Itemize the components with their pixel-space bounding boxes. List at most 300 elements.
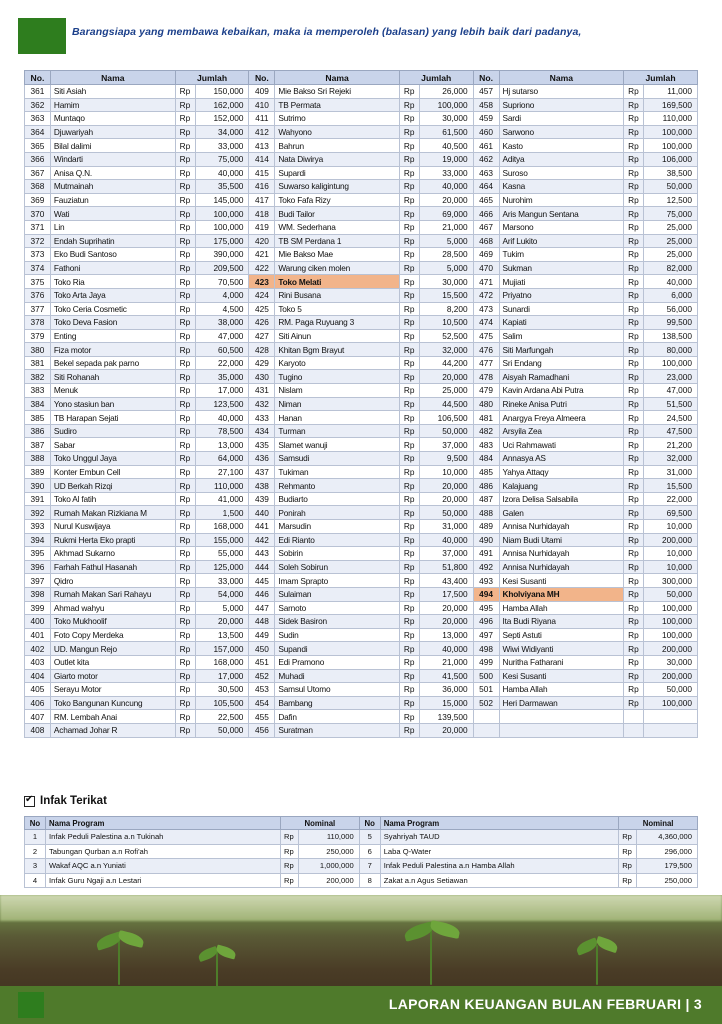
cell-amount: 13,500 <box>195 628 249 642</box>
cell-currency: Rp <box>175 438 195 452</box>
cell-currency: Rp <box>399 628 419 642</box>
cell-no: 395 <box>25 547 51 561</box>
cell-currency: Rp <box>624 506 644 520</box>
cell-nama: Aisyah Ramadhani <box>499 370 624 384</box>
cell-amount: 37,000 <box>419 438 473 452</box>
cell-currency: Rp <box>399 683 419 697</box>
cell-currency: Rp <box>624 438 644 452</box>
cell-no: 495 <box>473 601 499 615</box>
cell-no: 388 <box>25 452 51 466</box>
cell-no: 398 <box>25 587 51 601</box>
cell-nama: Marsono <box>499 220 624 234</box>
cell-nama: Annisa Nurhidayah <box>499 547 624 561</box>
cell-currency: Rp <box>175 560 195 574</box>
cell-nama: Rumah Makan Sari Rahayu <box>50 587 175 601</box>
cell-no: 375 <box>25 275 51 289</box>
cell-nama: Slamet wanuji <box>275 438 399 452</box>
cell-currency: Rp <box>399 587 419 601</box>
cell-currency: Rp <box>175 452 195 466</box>
cell-currency: Rp <box>624 139 644 153</box>
table-row <box>25 356 698 370</box>
table-row <box>25 248 698 262</box>
cell-nama: Nurohim <box>499 193 624 207</box>
cell-currency: Rp <box>175 628 195 642</box>
cell-currency: Rp <box>399 574 419 588</box>
cell-amount: 30,000 <box>644 655 698 669</box>
cell-amount: 50,000 <box>644 683 698 697</box>
cell-currency: Rp <box>399 166 419 180</box>
cell-no: 451 <box>249 655 275 669</box>
table-row <box>25 193 698 207</box>
infak-cell-nominal: 179,500 <box>636 859 697 874</box>
cell-no: 401 <box>25 628 51 642</box>
cell-nama: Akhmad Sukarno <box>50 547 175 561</box>
table-row <box>25 520 698 534</box>
cell-no: 464 <box>473 180 499 194</box>
cell-nama: Rumah Makan Rizkiana M <box>50 506 175 520</box>
cell-nama: Tugino <box>275 370 399 384</box>
cell-currency: Rp <box>175 506 195 520</box>
header-accent-block <box>18 18 66 54</box>
cell-no: 496 <box>473 615 499 629</box>
cell-nama: Turman <box>275 424 399 438</box>
cell-no: 447 <box>249 601 275 615</box>
cell-nama: Serayu Motor <box>50 683 175 697</box>
cell-currency: Rp <box>399 125 419 139</box>
infak-cell-nominal: 1,000,000 <box>298 859 359 874</box>
cell-nama: UD. Mangun Rejo <box>50 642 175 656</box>
cell-no: 462 <box>473 152 499 166</box>
cell-currency: Rp <box>624 492 644 506</box>
cell-no: 417 <box>249 193 275 207</box>
cell-amount: 4,500 <box>195 302 249 316</box>
cell-no: 456 <box>249 723 275 737</box>
infak-row <box>25 859 698 874</box>
cell-currency: Rp <box>175 601 195 615</box>
cell-currency: Rp <box>175 261 195 275</box>
cell-no: 414 <box>249 152 275 166</box>
table-row <box>25 98 698 112</box>
cell-no: 410 <box>249 98 275 112</box>
cell-currency: Rp <box>399 452 419 466</box>
cell-no: 441 <box>249 520 275 534</box>
infak-cell-no: 1 <box>25 830 46 845</box>
cell-currency: Rp <box>175 193 195 207</box>
cell-nama: Fiza motor <box>50 343 175 357</box>
col-nama-2: Nama <box>275 71 399 85</box>
cell-amount: 40,000 <box>419 180 473 194</box>
cell-currency: Rp <box>175 479 195 493</box>
table-row <box>25 384 698 398</box>
cell-no: 482 <box>473 424 499 438</box>
table-row <box>25 316 698 330</box>
cell-currency: Rp <box>175 112 195 126</box>
infak-cell-no: 6 <box>359 844 380 859</box>
cell-nama: Wati <box>50 207 175 221</box>
cell-currency: Rp <box>175 98 195 112</box>
table-row <box>25 411 698 425</box>
cell-currency: Rp <box>175 329 195 343</box>
cell-currency: Rp <box>624 288 644 302</box>
table-row <box>25 152 698 166</box>
cell-no: 402 <box>25 642 51 656</box>
cell-amount: 40,000 <box>195 411 249 425</box>
cell-amount: 157,000 <box>195 642 249 656</box>
cell-no: 502 <box>473 696 499 710</box>
cell-amount: 40,000 <box>419 533 473 547</box>
infak-cell-no: 2 <box>25 844 46 859</box>
cell-currency: Rp <box>399 220 419 234</box>
cell-nama: Kasna <box>499 180 624 194</box>
cell-currency: Rp <box>399 642 419 656</box>
cell-currency: Rp <box>399 316 419 330</box>
col-jumlah-3: Jumlah <box>624 71 698 85</box>
table-row <box>25 669 698 683</box>
cell-amount: 31,000 <box>644 465 698 479</box>
cell-amount: 139,500 <box>419 710 473 724</box>
cell-amount: 50,000 <box>419 424 473 438</box>
cell-currency: Rp <box>399 601 419 615</box>
col-no-1: No. <box>25 71 51 85</box>
cell-no: 391 <box>25 492 51 506</box>
cell-currency: Rp <box>175 465 195 479</box>
cell-no: 434 <box>249 424 275 438</box>
infak-cell-no: 7 <box>359 859 380 874</box>
cell-nama: Aris Mangun Sentana <box>499 207 624 221</box>
cell-no: 399 <box>25 601 51 615</box>
cell-currency: Rp <box>175 615 195 629</box>
cell-amount: 15,500 <box>419 288 473 302</box>
cell-currency: Rp <box>399 424 419 438</box>
cell-currency: Rp <box>624 180 644 194</box>
cell-currency: Rp <box>399 547 419 561</box>
table-row <box>25 560 698 574</box>
cell-nama: Toko Arta Jaya <box>50 288 175 302</box>
cell-currency: Rp <box>175 696 195 710</box>
cell-no: 430 <box>249 370 275 384</box>
cell-amount: 390,000 <box>195 248 249 262</box>
cell-nama: UD Berkah Rizqi <box>50 479 175 493</box>
cell-amount: 152,000 <box>195 112 249 126</box>
cell-currency: Rp <box>624 533 644 547</box>
cell-nama: Qidro <box>50 574 175 588</box>
cell-currency: Rp <box>399 370 419 384</box>
table-row <box>25 125 698 139</box>
cell-currency: Rp <box>399 492 419 506</box>
cell-nama: Marsudin <box>275 520 399 534</box>
cell-amount: 69,000 <box>419 207 473 221</box>
cell-no: 455 <box>249 710 275 724</box>
table-row <box>25 465 698 479</box>
header-quote: Barangsiapa yang membawa kebaikan, maka ia memperoleh (balasan) yang lebih baik dari padanya, <box>72 26 582 38</box>
cell-nama: Supandi <box>275 642 399 656</box>
table-row <box>25 180 698 194</box>
cell-no: 483 <box>473 438 499 452</box>
cell-no: 433 <box>249 411 275 425</box>
cell-currency <box>624 710 644 724</box>
cell-nama: Kholviyana MH <box>499 587 624 601</box>
cell-no <box>473 710 499 724</box>
cell-amount: 100,000 <box>195 220 249 234</box>
cell-nama: Yono stasiun ban <box>50 397 175 411</box>
cell-nama: Sabar <box>50 438 175 452</box>
cell-amount: 69,500 <box>644 506 698 520</box>
cell-amount: 106,000 <box>644 152 698 166</box>
infak-table-container <box>24 816 698 888</box>
cell-nama: Mie Bakso Mae <box>275 248 399 262</box>
cell-no: 380 <box>25 343 51 357</box>
cell-amount: 25,000 <box>644 248 698 262</box>
cell-currency: Rp <box>175 275 195 289</box>
cell-amount: 50,000 <box>644 587 698 601</box>
cell-amount: 20,000 <box>419 193 473 207</box>
cell-no: 485 <box>473 465 499 479</box>
cell-amount: 21,000 <box>419 220 473 234</box>
cell-no: 364 <box>25 125 51 139</box>
col-jumlah-2: Jumlah <box>399 71 473 85</box>
cell-currency: Rp <box>175 220 195 234</box>
cell-nama: Nuritha Fatharani <box>499 655 624 669</box>
cell-nama: Arif Lukito <box>499 234 624 248</box>
cell-nama: Edi Rianto <box>275 533 399 547</box>
cell-currency: Rp <box>399 329 419 343</box>
table-row <box>25 166 698 180</box>
infak-cell-program: Infak Peduli Palestina a.n Tukinah <box>46 830 281 845</box>
cell-currency: Rp <box>399 384 419 398</box>
cell-amount: 47,500 <box>644 424 698 438</box>
cell-no: 383 <box>25 384 51 398</box>
photo-blur-top <box>0 895 722 921</box>
cell-no: 419 <box>249 220 275 234</box>
cell-currency: Rp <box>399 98 419 112</box>
cell-nama: Heri Darmawan <box>499 696 624 710</box>
table-row <box>25 506 698 520</box>
cell-currency: Rp <box>175 85 195 99</box>
cell-amount: 54,000 <box>195 587 249 601</box>
cell-currency: Rp <box>624 275 644 289</box>
cell-no: 445 <box>249 574 275 588</box>
cell-nama: Supardi <box>275 166 399 180</box>
cell-nama: Tukiman <box>275 465 399 479</box>
cell-no: 425 <box>249 302 275 316</box>
cell-no: 489 <box>473 520 499 534</box>
infak-cell-program: Laba Q-Water <box>380 844 619 859</box>
cell-currency: Rp <box>175 547 195 561</box>
infak-row <box>25 873 698 888</box>
table-row <box>25 601 698 615</box>
cell-currency: Rp <box>624 234 644 248</box>
cell-amount: 40,000 <box>195 166 249 180</box>
infak-table <box>24 816 698 888</box>
cell-currency: Rp <box>399 288 419 302</box>
cell-amount: 47,000 <box>195 329 249 343</box>
cell-no: 397 <box>25 574 51 588</box>
cell-no: 367 <box>25 166 51 180</box>
cell-currency: Rp <box>175 710 195 724</box>
cell-no: 444 <box>249 560 275 574</box>
cell-no: 440 <box>249 506 275 520</box>
cell-amount: 209,500 <box>195 261 249 275</box>
cell-currency: Rp <box>175 397 195 411</box>
cell-currency: Rp <box>175 302 195 316</box>
cell-nama: TB SM Perdana 1 <box>275 234 399 248</box>
table-row <box>25 615 698 629</box>
cell-currency: Rp <box>624 316 644 330</box>
cell-no: 442 <box>249 533 275 547</box>
cell-currency: Rp <box>624 411 644 425</box>
cell-nama: Nurul Kuswijaya <box>50 520 175 534</box>
cell-no: 470 <box>473 261 499 275</box>
cell-no <box>473 723 499 737</box>
infak-cell-no: 8 <box>359 873 380 888</box>
cell-currency: Rp <box>175 343 195 357</box>
cell-nama: Kesi Susanti <box>499 669 624 683</box>
table-row <box>25 574 698 588</box>
cell-amount: 162,000 <box>195 98 249 112</box>
cell-nama: Bekel sepada pak parno <box>50 356 175 370</box>
cell-amount: 51,800 <box>419 560 473 574</box>
cell-amount: 155,000 <box>195 533 249 547</box>
table-row <box>25 220 698 234</box>
cell-amount: 21,200 <box>644 438 698 452</box>
cell-amount: 100,000 <box>419 98 473 112</box>
infak-cell-nominal: 250,000 <box>298 844 359 859</box>
cell-amount: 28,500 <box>419 248 473 262</box>
cell-no: 480 <box>473 397 499 411</box>
table-row <box>25 329 698 343</box>
cell-no: 446 <box>249 587 275 601</box>
infak-col-program-1: Nama Program <box>46 817 281 830</box>
cell-amount: 106,500 <box>419 411 473 425</box>
cell-nama: Siti Ainun <box>275 329 399 343</box>
cell-amount: 5,000 <box>419 234 473 248</box>
cell-no: 385 <box>25 411 51 425</box>
cell-nama: Sobirin <box>275 547 399 561</box>
cell-no: 458 <box>473 98 499 112</box>
cell-no: 499 <box>473 655 499 669</box>
cell-currency: Rp <box>624 560 644 574</box>
table-row <box>25 533 698 547</box>
cell-currency: Rp <box>175 139 195 153</box>
cell-nama: Nislam <box>275 384 399 398</box>
cell-nama: Salim <box>499 329 624 343</box>
cell-nama: Menuk <box>50 384 175 398</box>
cell-currency: Rp <box>624 370 644 384</box>
table-row <box>25 288 698 302</box>
cell-nama: Priyatno <box>499 288 624 302</box>
infak-cell-nominal: 200,000 <box>298 873 359 888</box>
cell-currency: Rp <box>399 560 419 574</box>
cell-nama: Bahrun <box>275 139 399 153</box>
cell-currency <box>624 723 644 737</box>
cell-currency: Rp <box>624 248 644 262</box>
footer-title: LAPORAN KEUANGAN BULAN FEBRUARI | 3 <box>388 996 702 1012</box>
infak-col-no-1: No <box>25 817 46 830</box>
cell-no: 365 <box>25 139 51 153</box>
infak-cell-currency: Rp <box>280 873 298 888</box>
cell-amount: 11,000 <box>644 85 698 99</box>
table-row <box>25 642 698 656</box>
cell-nama: Sukman <box>499 261 624 275</box>
cell-currency: Rp <box>624 465 644 479</box>
cell-amount: 100,000 <box>644 601 698 615</box>
cell-amount: 20,000 <box>419 601 473 615</box>
checkbox-icon[interactable] <box>24 796 35 807</box>
cell-nama: Kesi Susanti <box>499 574 624 588</box>
infak-cell-currency: Rp <box>619 859 637 874</box>
cell-nama: Uci Rahmawati <box>499 438 624 452</box>
cell-amount: 13,000 <box>419 628 473 642</box>
cell-amount: 34,000 <box>195 125 249 139</box>
cell-currency: Rp <box>624 452 644 466</box>
cell-currency: Rp <box>624 683 644 697</box>
cell-amount: 38,500 <box>644 166 698 180</box>
cell-amount: 1,500 <box>195 506 249 520</box>
cell-amount: 168,000 <box>195 655 249 669</box>
table-row <box>25 452 698 466</box>
cell-amount: 15,500 <box>644 479 698 493</box>
cell-currency: Rp <box>624 397 644 411</box>
cell-amount: 10,000 <box>644 520 698 534</box>
cell-currency: Rp <box>399 261 419 275</box>
cell-amount: 5,000 <box>195 601 249 615</box>
infak-cell-currency: Rp <box>280 859 298 874</box>
table-row <box>25 261 698 275</box>
cell-amount: 23,000 <box>644 370 698 384</box>
infak-cell-program: Zakat a.n Agus Setiawan <box>380 873 619 888</box>
footer-accent-block <box>18 992 44 1018</box>
footer-photo <box>0 895 722 1024</box>
cell-nama: Bambang <box>275 696 399 710</box>
cell-nama: Suratman <box>275 723 399 737</box>
cell-no: 484 <box>473 452 499 466</box>
cell-no: 404 <box>25 669 51 683</box>
table-row <box>25 723 698 737</box>
cell-no: 450 <box>249 642 275 656</box>
cell-nama: Wiwi Widiyanti <box>499 642 624 656</box>
cell-no: 390 <box>25 479 51 493</box>
infak-cell-currency: Rp <box>619 844 637 859</box>
page-header <box>0 18 722 54</box>
footer-bar <box>0 986 722 1024</box>
cell-no: 437 <box>249 465 275 479</box>
cell-no: 416 <box>249 180 275 194</box>
cell-no: 500 <box>473 669 499 683</box>
cell-amount: 55,000 <box>195 547 249 561</box>
cell-amount <box>644 723 698 737</box>
cell-no: 471 <box>473 275 499 289</box>
cell-no: 409 <box>249 85 275 99</box>
cell-nama: Lin <box>50 220 175 234</box>
cell-amount: 32,000 <box>644 452 698 466</box>
cell-no: 493 <box>473 574 499 588</box>
cell-currency: Rp <box>175 234 195 248</box>
table-row <box>25 112 698 126</box>
cell-nama: Suwarso kaligintung <box>275 180 399 194</box>
table-row <box>25 234 698 248</box>
table-row <box>25 424 698 438</box>
cell-amount: 31,000 <box>419 520 473 534</box>
table-row <box>25 696 698 710</box>
cell-nama: Anargya Freya Almeera <box>499 411 624 425</box>
cell-nama: Ahmad wahyu <box>50 601 175 615</box>
cell-amount: 6,000 <box>644 288 698 302</box>
cell-currency: Rp <box>624 302 644 316</box>
cell-amount: 64,000 <box>195 452 249 466</box>
cell-amount: 20,000 <box>419 492 473 506</box>
infak-col-nominal-1: Nominal <box>280 817 359 830</box>
cell-currency: Rp <box>399 207 419 221</box>
